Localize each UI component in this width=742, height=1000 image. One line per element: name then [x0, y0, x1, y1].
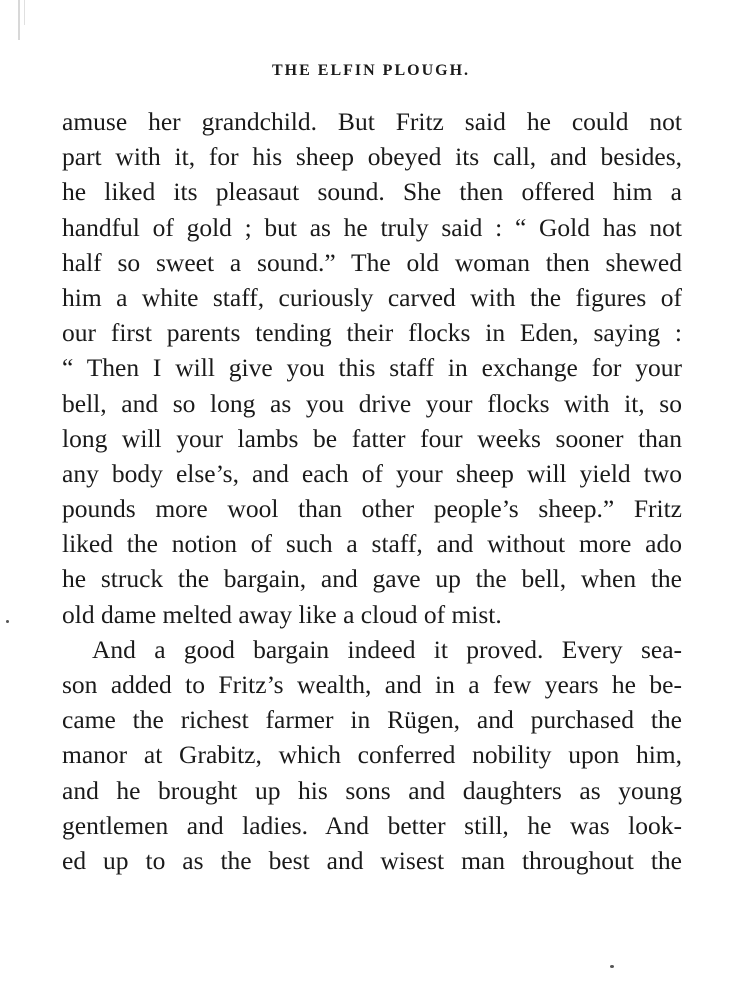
text-line: long will your lambs be fatter four weeks sooner than [62, 423, 682, 453]
text-line: son added to Fritz’s wealth, and in a few years he be- [62, 670, 682, 699]
text-line: he struck the bargain, and gave up the bell, when the [62, 564, 682, 594]
text-line: manor at Grabitz, which conferred nobility upon him, [62, 740, 682, 770]
page-edge-mark [24, 0, 25, 25]
text-line: him a white staff, curiously carved with the figures of [62, 282, 682, 312]
text-line: handful of gold ; but as he truly said : “ Gold has not [62, 212, 682, 242]
text-line: and he brought up his sons and daughters as young [62, 775, 682, 805]
print-speck [6, 620, 9, 623]
text-line: old dame melted away like a cloud of mist. [62, 599, 502, 629]
text-line: half so sweet a sound.” The old woman then shewed [62, 247, 682, 277]
text-line: he liked its pleasaut sound. She then offered him a [62, 177, 682, 207]
text-line: bell, and so long as you drive your flocks with it, so [62, 388, 682, 418]
text-line: any body else’s, and each of your sheep will yield two [62, 458, 682, 488]
text-line: came the richest farmer in Rügen, and purchased the [62, 705, 682, 735]
running-title: THE ELFIN PLOUGH. [271, 62, 471, 79]
text-line: ed up to as the best and wisest man throughout the [62, 845, 682, 875]
text-line: “ Then I will give you this staff in exchange for your [62, 353, 682, 383]
body-text [62, 104, 682, 878]
text-line: our first parents tending their flocks in Eden, saying : [62, 318, 682, 348]
text-line: liked the notion of such a staff, and without more ado [62, 529, 682, 559]
text-line: part with it, for his sheep obeyed its call, and besides, [62, 142, 682, 172]
page-edge-mark [18, 0, 20, 40]
text-line: gentlemen and ladies. And better still, he was look- [62, 810, 682, 840]
text-line: And a good bargain indeed it proved. Every sea- [92, 634, 682, 664]
text-line: amuse her grandchild. But Fritz said he could not [62, 107, 682, 136]
print-speck [610, 965, 614, 968]
text-line: pounds more wool than other people’s sheep.” Fritz [62, 494, 682, 524]
